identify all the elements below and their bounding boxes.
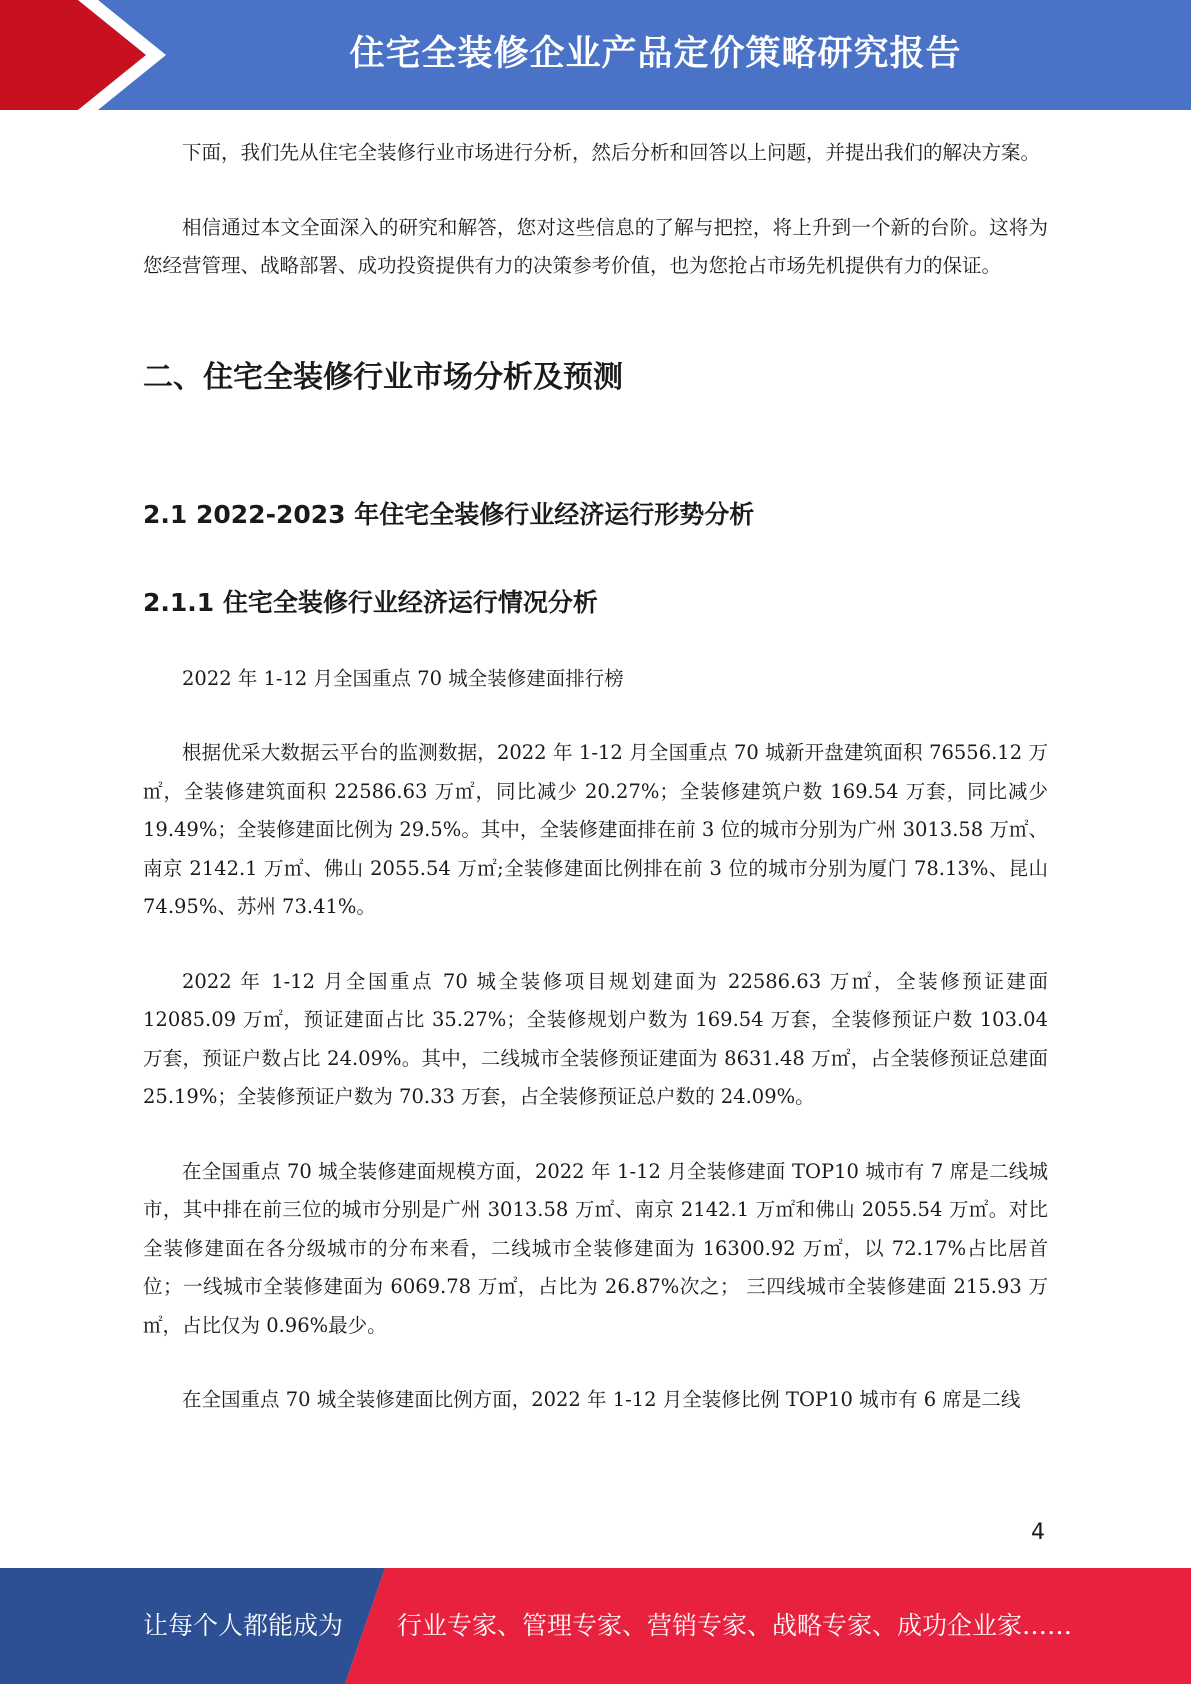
subsection-heading-2-1-1: 2.1.1 住宅全装修行业经济运行情况分析: [143, 587, 598, 617]
body-paragraph-1: 根据优采大数据云平台的监测数据，2022 年 1-12 月全国重点 70 城新开盘建筑面积 76556.12 万㎡，全装修建筑面积 22586.63 万㎡，同比减少 20.27%；全装修建筑户数 169.54 万套，同比减少 19.49%；全装修建面比例为 29.5%。其中，全装修建面排在前 3 位的城市分别为广州 3013.58 万㎡、南京 2142.1 万㎡、佛山 2055.54 万㎡;全装修建面比例排在前 3 位的城市分别为厦门 78.13%、昆山 74.95%、苏州 73.41%。: [143, 741, 1048, 918]
ranking-caption: 2022 年 1-12 月全国重点 70 城全装修建面排行榜: [182, 666, 624, 690]
footer-banner: [0, 1568, 1191, 1684]
footer-slogan-right: 行业专家、管理专家、营销专家、战略专家、成功企业家……: [397, 1611, 1073, 1640]
intro-paragraph-1: 下面，我们先从住宅全装修行业市场进行分析，然后分析和回答以上问题，并提出我们的解决方案。: [182, 141, 1041, 164]
section-heading: 二、住宅全装修行业市场分析及预测: [143, 359, 623, 395]
report-title: 住宅全装修企业产品定价策略研究报告: [349, 34, 962, 74]
page-content: [143, 134, 1048, 1420]
body-paragraph-3: 在全国重点 70 城全装修建面规模方面，2022 年 1-12 月全装修建面 TOP10 城市有 7 席是二线城市，其中排在前三位的城市分别是广州 3013.58 万㎡、南京 2142.1 万㎡和佛山 2055.54 万㎡。对比全装修建面在各分级城市的分布来看，二线城市全装修建面为 16300.92 万㎡，以 72.17%占比居首位；一线城市全装修建面为 6069.78 万㎡，占比为 26.87%次之； 三四线城市全装修建面 215.93 万㎡，占比仅为 0.96%最少。: [143, 1159, 1048, 1337]
header-banner: [0, 0, 1191, 110]
subsection-heading-2-1: 2.1 2022-2023 年住宅全装修行业经济运行形势分析: [143, 499, 755, 529]
body-paragraph-4: 在全国重点 70 城全装修建面比例方面，2022 年 1-12 月全装修比例 TOP10 城市有 6 席是二线: [182, 1388, 1021, 1411]
intro-paragraph-2: 相信通过本文全面深入的研究和解答，您对这些信息的了解与把控，将上升到一个新的台阶。这将为您经营管理、战略部署、成功投资提供有力的决策参考价值，也为您抢占市场先机提供有力的保证。: [143, 215, 1048, 277]
footer-slogan-left: 让每个人都能成为: [143, 1611, 344, 1640]
page-number: 4: [1031, 1520, 1045, 1545]
body-paragraph-2: 2022 年 1-12 月全国重点 70 城全装修项目规划建面为 22586.63 万㎡，全装修预证建面 12085.09 万㎡，预证建面占比 35.27%；全装修规划户数为 169.54 万套，全装修预证户数 103.04 万套，预证户数占比 24.09%。其中，二线城市全装修预证建面为 8631.48 万㎡，占全装修预证总建面 25.19%；全装修预证户数为 70.33 万套，占全装修预证总户数的 24.09%。: [143, 969, 1048, 1108]
